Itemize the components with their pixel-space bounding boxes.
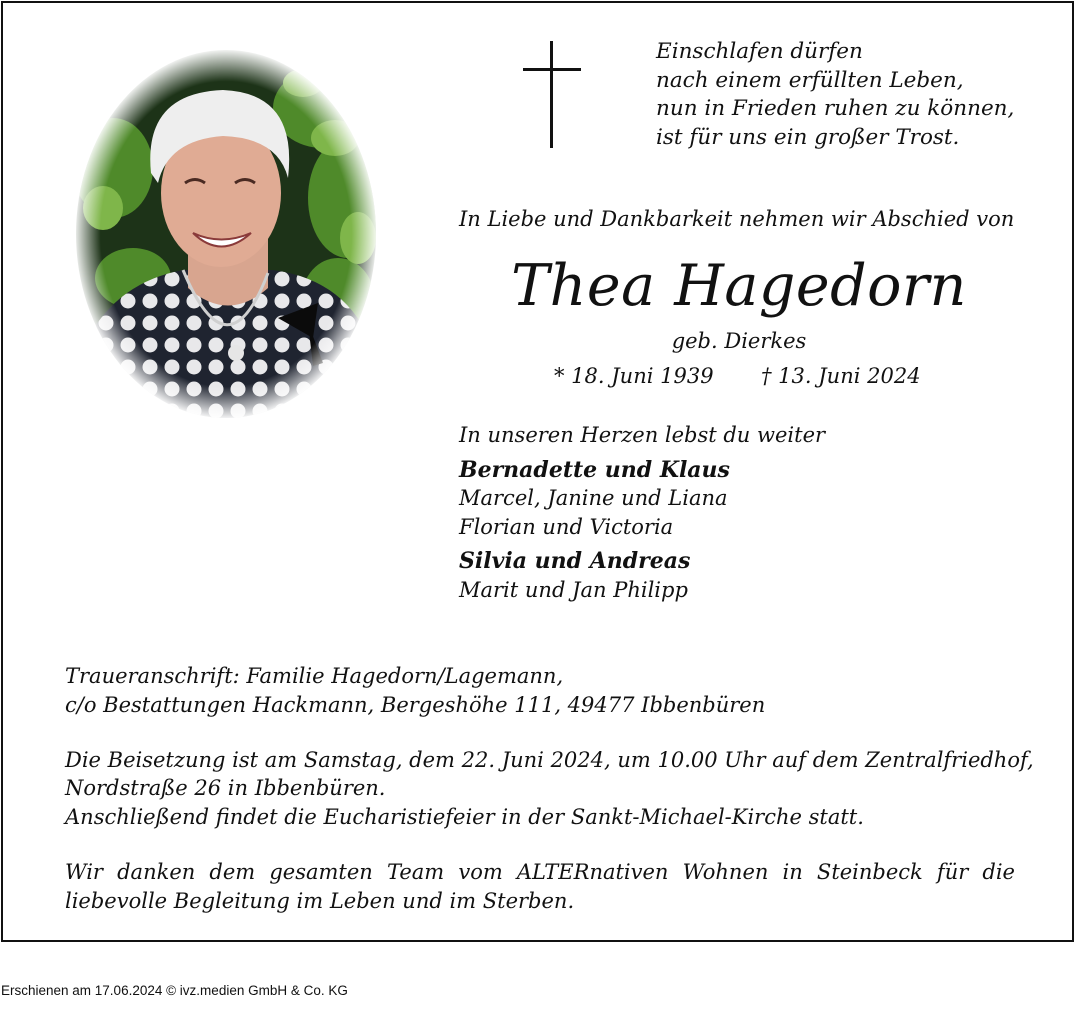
family-group-head: Silvia und Andreas <box>459 548 691 574</box>
funeral-line: Nordstraße 26 in Ibbenbüren. <box>65 776 386 801</box>
deceased-name: Thea Hagedorn <box>511 253 967 319</box>
details-block <box>65 662 1034 916</box>
family-member-line: Marcel, Janine und Liana <box>459 486 728 510</box>
poem-line: nun in Frieden ruhen zu können, <box>656 96 1015 121</box>
portrait-photo <box>73 48 379 420</box>
poem-line: ist für uns ein großer Trost. <box>656 124 960 150</box>
family-member-line: Marit und Jan Philipp <box>459 577 688 602</box>
family-intro: In unseren Herzen lebst du weiter <box>459 423 826 447</box>
maiden-name: geb. Dierkes <box>671 329 807 353</box>
poem-line: Einschlafen dürfen <box>656 39 863 64</box>
address-line: Traueranschrift: Familie Hagedorn/Lagemann, <box>65 664 564 688</box>
latin-cross-icon <box>523 41 581 149</box>
address-line: c/o Bestattungen Hackmann, Bergeshöhe 111, 49477 Ibbenbüren <box>65 692 766 717</box>
death-date: † 13. Juni 2024 <box>761 364 921 388</box>
poem <box>656 38 1014 152</box>
farewell-intro: In Liebe und Dankbarkeit nehmen wir Abschied von <box>459 207 1015 231</box>
obituary-notice <box>1 1 1074 942</box>
funeral-line: Die Beisetzung ist am Samstag, dem 22. Juni 2024, um 10.00 Uhr auf dem Zentralfriedhof, <box>65 747 1034 772</box>
family-list <box>459 421 825 604</box>
publication-footer: Erschienen am 17.06.2024 © ivz.medien GmbH & Co. KG <box>1 983 348 998</box>
thanks-line: Wir danken dem gesamten Team vom ALTERnativen Wohnen in Steinbeck für die <box>65 859 1015 884</box>
birth-date: * 18. Juni 1939 <box>554 364 714 388</box>
family-group-head: Bernadette und Klaus <box>459 456 730 483</box>
funeral-line: Anschließend findet die Eucharistiefeier in der Sankt-Michael-Kirche statt. <box>65 805 864 830</box>
family-member-line: Florian und Victoria <box>459 514 674 539</box>
poem-line: nach einem erfüllten Leben, <box>656 67 964 93</box>
thanks-line: liebevolle Begleitung im Leben und im Sterben. <box>65 888 575 913</box>
